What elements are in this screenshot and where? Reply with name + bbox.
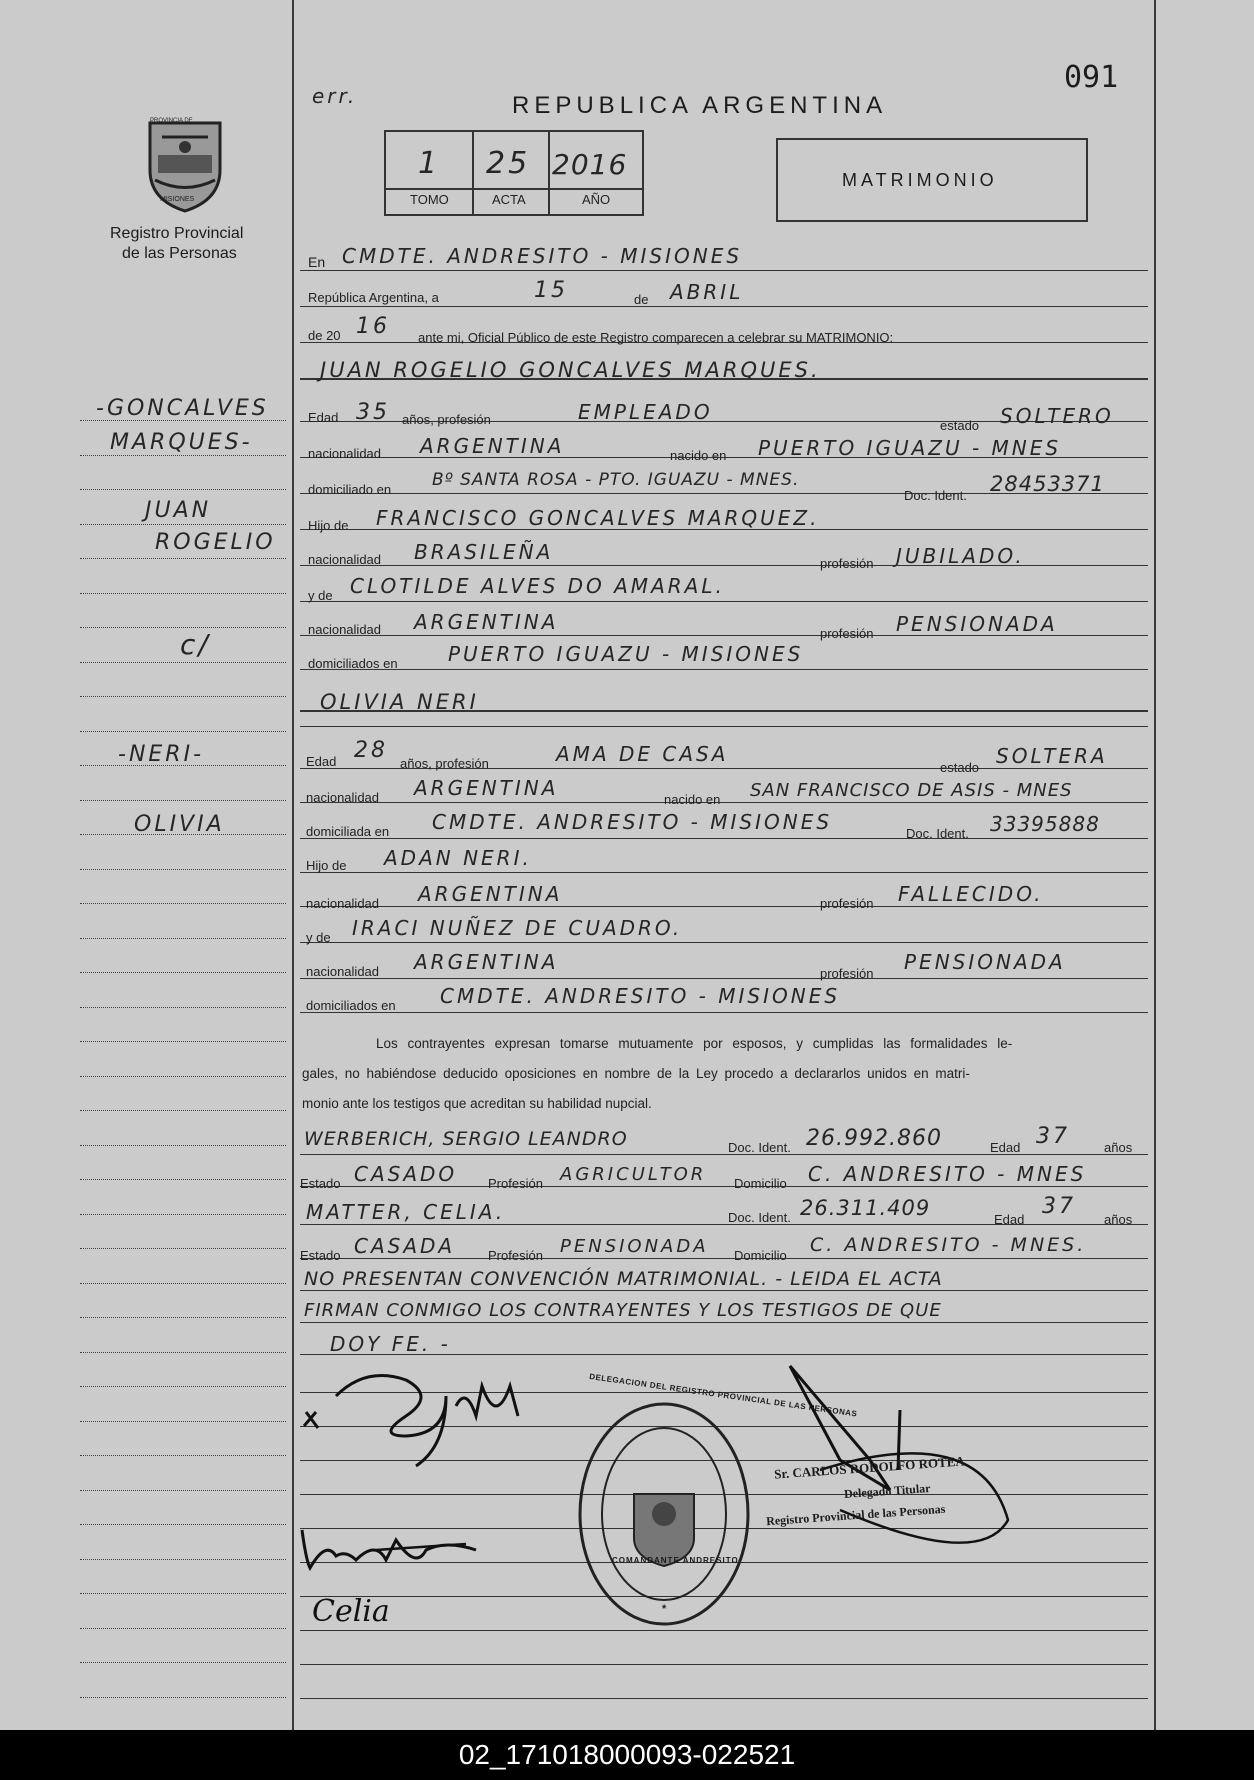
witness-1-status: CASADO	[354, 1162, 458, 1186]
groom-mother-profession: PENSIONADA	[896, 612, 1058, 636]
body-rule	[300, 978, 1148, 979]
witness-2-age: 37	[1042, 1194, 1076, 1219]
bride-father-prof-label: profesión	[820, 896, 874, 911]
margin-rule	[80, 1421, 286, 1422]
margin-rule	[80, 1007, 286, 1008]
groom-father-nationality: BRASILEÑA	[414, 540, 554, 564]
margin-rule	[80, 1110, 286, 1111]
groom-address-label: domiciliado en	[308, 482, 392, 497]
body-rule	[300, 906, 1148, 907]
body-rule	[300, 1186, 1148, 1187]
margin-rule	[80, 1628, 286, 1629]
page-number: 091	[1064, 60, 1119, 95]
margin-given-groom-1: JUAN	[145, 498, 212, 523]
witness-2-address-label: Domicilio	[734, 1248, 787, 1263]
acta-label: ACTA	[492, 192, 526, 207]
witness-1-doc-label: Doc. Ident.	[728, 1140, 791, 1155]
margin-rule	[80, 1041, 286, 1042]
groom-mother-nat-label: nacionalidad	[308, 622, 382, 637]
registry-name-line1: Registro Provincial	[110, 225, 244, 242]
margin-rule	[80, 1662, 286, 1663]
bride-father-profession: FALLECIDO.	[898, 882, 1044, 906]
witness-2-status: CASADA	[354, 1234, 456, 1258]
bride-father-nationality: ARGENTINA	[418, 882, 563, 906]
official-seal-icon	[574, 1398, 754, 1630]
margin-rule	[80, 1179, 286, 1180]
margin-divider	[292, 0, 294, 1730]
official-name: Sr. CARLOS RODOLFO ROTEA	[773, 1453, 966, 1482]
record-number-box	[384, 130, 644, 216]
act-type-label: MATRIMONIO	[842, 170, 998, 190]
body-rule	[300, 1154, 1148, 1155]
groom-mother-prof-label: profesión	[820, 626, 874, 641]
margin-rule	[80, 524, 286, 525]
logo-text-bottom: MISIONES	[160, 196, 195, 203]
groom-birthplace: PUERTO IGUAZU - MNES	[758, 436, 1062, 460]
margin-given-bride: OLIVIA	[134, 812, 225, 837]
bride-doc-label: Doc. Ident.	[906, 826, 969, 841]
body-rule	[300, 838, 1148, 839]
margin-given-groom-2: ROGELIO	[155, 530, 276, 555]
bride-address: CMDTE. ANDRESITO - MISIONES	[432, 810, 833, 834]
margin-rule	[80, 1697, 286, 1698]
body-rule	[300, 1258, 1148, 1259]
year-suffix: 16	[356, 314, 390, 339]
bride-nationality: ARGENTINA	[414, 776, 559, 800]
bride-signature: Celia	[312, 1594, 390, 1629]
bride-mother-nationality: ARGENTINA	[414, 950, 559, 974]
witness-1-age-label: Edad	[990, 1140, 1021, 1155]
day-value: 15	[534, 278, 568, 303]
official-title: Delegado Titular	[843, 1480, 931, 1502]
groom-parents-address: PUERTO IGUAZU - MISIONES	[448, 642, 804, 666]
witness-signature-icon	[296, 1520, 496, 1580]
intro-text: ante mi, Oficial Público de este Registro comparecen a celebrar su MATRIMONIO:	[418, 330, 894, 345]
closing-line-2: FIRMAN CONMIGO LOS CONTRAYENTES Y LOS TESTIGOS DE QUE	[304, 1300, 942, 1321]
witness-2-age-label: Edad	[994, 1212, 1025, 1227]
groom-age: 35	[356, 400, 390, 425]
margin-rule	[80, 903, 286, 904]
bride-mother: IRACI NUÑEZ DE CUADRO.	[352, 916, 683, 940]
groom-mother-nationality: ARGENTINA	[414, 610, 559, 634]
republic-label: República Argentina, a	[308, 290, 439, 305]
margin-surname-groom: -GONCALVES	[96, 396, 269, 421]
witness-1-age: 37	[1036, 1124, 1070, 1149]
bride-mother-nat-label: nacionalidad	[306, 964, 380, 979]
country-title: REPUBLICA ARGENTINA	[512, 92, 888, 119]
bride-mother-prof-label: profesión	[820, 966, 874, 981]
margin-rule	[80, 1386, 286, 1387]
groom-signature-icon	[296, 1356, 556, 1476]
margin-rule	[80, 869, 286, 870]
margin-rule	[80, 696, 286, 697]
groom-profession: EMPLEADO	[578, 400, 713, 424]
anio-value: 2016	[552, 148, 628, 181]
year-prefix: de 20	[308, 328, 341, 343]
place-value: CMDTE. ANDRESITO - MISIONES	[342, 244, 743, 268]
margin-rule	[80, 1559, 286, 1560]
margin-rule	[80, 972, 286, 973]
en-label: En	[308, 254, 326, 270]
margin-rule	[80, 1317, 286, 1318]
witness-1-years-label: años	[1104, 1140, 1133, 1155]
tomo-value: 1	[418, 146, 441, 181]
margin-rule	[80, 1524, 286, 1525]
closing-line-1: NO PRESENTAN CONVENCIÓN MATRIMONIAL. - LEIDA EL ACTA	[304, 1268, 943, 1290]
official-office: Registro Provincial de las Personas	[765, 1501, 946, 1529]
groom-mother-label: y de	[308, 588, 333, 603]
body-rule	[300, 1322, 1148, 1323]
groom-doc: 28453371	[990, 472, 1105, 496]
groom-father-prof-label: profesión	[820, 556, 874, 571]
bride-father-nat-label: nacionalidad	[306, 896, 380, 911]
groom-born-label: nacido en	[670, 448, 727, 463]
bride-parents-address-label: domiciliados en	[306, 998, 396, 1013]
witness-1-status-label: Estado	[300, 1176, 341, 1191]
groom-address: Bº SANTA ROSA - PTO. IGUAZU - MNES.	[432, 470, 800, 490]
margin-with: c/	[180, 628, 211, 661]
witness-2-doc: 26.311.409	[800, 1196, 931, 1220]
closing-line-3: DOY FE. -	[330, 1332, 451, 1356]
body-rule	[300, 726, 1148, 727]
bride-status-label: estado	[940, 760, 980, 775]
groom-nationality-label: nacionalidad	[308, 446, 382, 461]
witness-1-profession-label: Profesión	[488, 1176, 543, 1191]
groom-name: JUAN ROGELIO GONCALVES MARQUES.	[320, 358, 821, 382]
body-rule	[300, 1012, 1148, 1013]
margin-rule	[80, 662, 286, 663]
margin-rule	[80, 1352, 286, 1353]
body-rule	[300, 1290, 1148, 1291]
groom-doc-label: Doc. Ident.	[904, 488, 967, 503]
bride-status: SOLTERA	[996, 744, 1108, 768]
bride-father-label: Hijo de	[306, 858, 347, 873]
bride-profession-label: años, profesión	[400, 756, 489, 771]
body-rule	[300, 601, 1148, 602]
margin-rule	[80, 1248, 286, 1249]
margin-rule	[80, 1593, 286, 1594]
body-rule	[300, 1630, 1148, 1631]
bride-age-label: Edad	[306, 754, 337, 769]
body-rule	[300, 306, 1148, 307]
seal-ring-text-visible: DELEGACION DEL REGISTRO PROVINCIAL DE LAS PERSONAS	[588, 1372, 858, 1419]
err-mark: err.	[312, 84, 358, 108]
bride-parents-address: CMDTE. ANDRESITO - MISIONES	[440, 984, 841, 1008]
witness-2-name: MATTER, CELIA.	[306, 1200, 506, 1224]
margin-rule	[80, 731, 286, 732]
acta-value: 25	[486, 146, 531, 181]
month-value: ABRIL	[670, 280, 744, 304]
bride-name: OLIVIA NERI	[320, 690, 479, 714]
margin-rule	[80, 489, 286, 490]
logo-text-top: PROVINCIA DE	[150, 118, 193, 124]
declaration-line-3: monio ante los testigos que acreditan su habilidad nupcial.	[302, 1096, 652, 1111]
witness-1-address-label: Domicilio	[734, 1176, 787, 1191]
margin-surname-groom-2: MARQUES-	[110, 430, 253, 455]
body-rule	[300, 669, 1148, 670]
margin-rule	[80, 1214, 286, 1215]
svg-text:*: *	[662, 1603, 668, 1615]
bride-age: 28	[354, 738, 388, 763]
witness-1-profession: AGRICULTOR	[560, 1164, 707, 1185]
groom-father-nat-label: nacionalidad	[308, 552, 382, 567]
bride-born-label: nacido en	[664, 792, 721, 807]
witness-2-profession: PENSIONADA	[560, 1236, 709, 1257]
groom-age-label: Edad	[308, 410, 339, 425]
declaration-line-1: Los contrayentes expresan tomarse mutuamente por esposos, y cumplidas las formalidades le-	[376, 1036, 1013, 1051]
margin-rule	[80, 593, 286, 594]
margin-rule	[80, 1490, 286, 1491]
margin-rule	[80, 1145, 286, 1146]
margin-rule	[80, 558, 286, 559]
witness-1-address: C. ANDRESITO - MNES	[808, 1162, 1087, 1186]
bride-mother-profession: PENSIONADA	[904, 950, 1066, 974]
witness-1-name: WERBERICH, SERGIO LEANDRO	[304, 1128, 628, 1150]
right-edge	[1154, 0, 1156, 1730]
bride-birthplace: SAN FRANCISCO DE ASIS - MNES	[750, 780, 1073, 801]
body-rule	[300, 1698, 1148, 1699]
seal-inner-text: COMANDANTE ANDRESITO	[612, 1556, 739, 1565]
registry-name-line2: de las Personas	[122, 245, 237, 262]
witness-2-profession-label: Profesión	[488, 1248, 543, 1263]
de-label: de	[634, 292, 649, 307]
groom-profession-label: años, profesión	[402, 412, 491, 427]
groom-status: SOLTERO	[1000, 404, 1114, 428]
bride-profession: AMA DE CASA	[556, 742, 729, 766]
bride-mother-label: y de	[306, 930, 331, 945]
margin-rule	[80, 1455, 286, 1456]
body-rule	[300, 802, 1148, 803]
margin-rule	[80, 1283, 286, 1284]
groom-father-profession: JUBILADO.	[896, 544, 1025, 568]
groom-nationality: ARGENTINA	[420, 434, 565, 458]
bride-father: ADAN NERI.	[384, 846, 532, 870]
groom-status-label: estado	[940, 418, 980, 433]
witness-2-doc-label: Doc. Ident.	[728, 1210, 791, 1225]
anio-label: AÑO	[582, 192, 611, 207]
body-rule	[300, 270, 1148, 271]
body-rule	[300, 872, 1148, 873]
witness-2-years-label: años	[1104, 1212, 1133, 1227]
body-rule	[300, 942, 1148, 943]
tomo-label: TOMO	[410, 192, 449, 207]
bride-doc: 33395888	[990, 812, 1100, 836]
margin-rule	[80, 800, 286, 801]
file-id-bar: 02_171018000093-022521	[0, 1730, 1254, 1780]
groom-parents-address-label: domiciliados en	[308, 656, 398, 671]
bride-address-label: domiciliada en	[306, 824, 390, 839]
body-rule	[300, 1664, 1148, 1665]
witness-2-status-label: Estado	[300, 1248, 341, 1263]
witness-1-doc: 26.992.860	[806, 1126, 942, 1151]
groom-mother: CLOTILDE ALVES DO AMARAL.	[350, 574, 725, 598]
act-type-box	[776, 138, 1088, 222]
declaration-line-2: gales, no habiéndose deducido oposiciones en nombre de la Ley procedo a declararlos unidos en matri-	[302, 1066, 970, 1081]
groom-father-label: Hijo de	[308, 518, 349, 533]
margin-rule	[80, 1076, 286, 1077]
witness-2-address: C. ANDRESITO - MNES.	[810, 1234, 1087, 1256]
bride-nationality-label: nacionalidad	[306, 790, 380, 805]
margin-rule	[80, 938, 286, 939]
groom-father: FRANCISCO GONCALVES MARQUEZ.	[376, 506, 820, 530]
margin-surname-bride: -NERI-	[118, 742, 205, 767]
